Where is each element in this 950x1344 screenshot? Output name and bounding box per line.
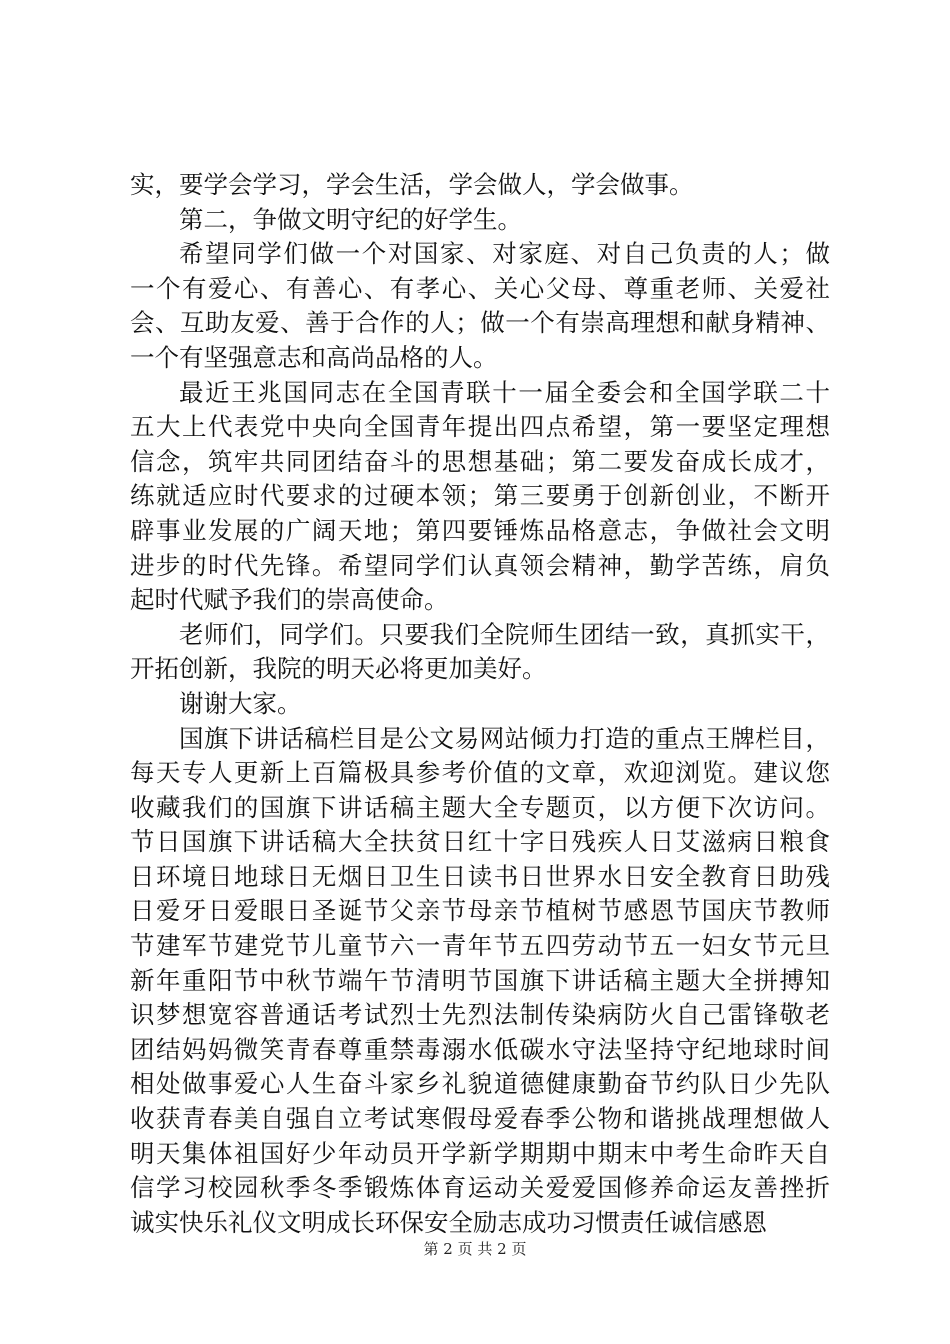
text-line: 新年重阳节中秋节端午节清明节国旗下讲话稿主题大全拼搏知 [130,965,830,995]
text-line: 进步的时代先锋。希望同学们认真领会精神，勤学苦练，肩负 [130,550,830,580]
text-line: 一个有坚强意志和高尚品格的人。 [130,342,498,372]
text-line: 信学习校园秋季冬季锻炼体育运动关爱爱国修养命运友善挫折 [130,1173,830,1203]
page-footer: 第 2 页 共 2 页 [423,1240,527,1258]
text-line: 收获青春美自强自立考试寒假母爱春季公物和谐挑战理想做人 [130,1104,830,1134]
text-line: 识梦想宽容普通话考试烈士先烈法制传染病防火自己雷锋敬老 [130,1000,830,1030]
text-line: 实，要学会学习，学会生活，学会做人，学会做事。 [130,170,694,199]
text-line: 起时代赋予我们的崇高使命。 [130,585,449,615]
text-line: 每天专人更新上百篇极具参考价值的文章，欢迎浏览。建议您 [130,758,830,788]
text-line: 信念，筑牢共同团结奋斗的思想基础；第二要发奋成长成才， [130,446,830,476]
text-line: 练就适应时代要求的过硬本领；第三要勇于创新创业，不断开 [130,481,830,511]
text-line: 节建军节建党节儿童节六一青年节五四劳动节五一妇女节元旦 [130,931,830,961]
text-line: 开拓创新，我院的明天必将更加美好。 [130,654,547,684]
text-line: 明天集体祖国好少年动员开学新学期期中期末中考生命昨天自 [130,1138,830,1168]
text-line: 辟事业发展的广阔天地；第四要锤炼品格意志，争做社会文明 [130,515,830,545]
text-line: 日爱牙日爱眼日圣诞节父亲节母亲节植树节感恩节国庆节教师 [130,896,830,926]
text-line: 一个有爱心、有善心、有孝心、关心父母、尊重老师、关爱社 [130,273,830,303]
text-line: 谢谢大家。 [179,688,302,718]
text-line: 诚实快乐礼仪文明成长环保安全励志成功习惯责任诚信感恩 [130,1207,767,1237]
text-line: 老师们，同学们。只要我们全院师生团结一致，真抓实干， [179,619,830,649]
text-line: 希望同学们做一个对国家、对家庭、对自己负责的人；做 [179,239,830,269]
text-line: 相处做事爱心人生奋斗家乡礼貌道德健康勤奋节约队日少先队 [130,1069,830,1099]
text-line: 国旗下讲话稿栏目是公文易网站倾力打造的重点王牌栏目， [179,723,830,753]
text-line: 节日国旗下讲话稿大全扶贫日红十字日残疾人日艾滋病日粮食 [130,827,830,857]
document-body [130,168,830,1240]
text-line: 日环境日地球日无烟日卫生日读书日世界水日安全教育日助残 [130,861,830,891]
text-line: 会、互助友爱、善于合作的人；做一个有崇高理想和献身精神、 [130,308,830,338]
text-line: 团结妈妈微笑青春尊重禁毒溺水低碳水守法坚持守纪地球时间 [130,1034,830,1064]
text-line: 第二，争做文明守纪的好学生。 [179,204,522,234]
text-line: 五大上代表党中央向全国青年提出四点希望，第一要坚定理想 [130,412,830,442]
text-line: 最近王兆国同志在全国青联十一届全委会和全国学联二十 [179,377,830,407]
text-line: 收藏我们的国旗下讲话稿主题大全专题页，以方便下次访问。 [130,792,830,822]
